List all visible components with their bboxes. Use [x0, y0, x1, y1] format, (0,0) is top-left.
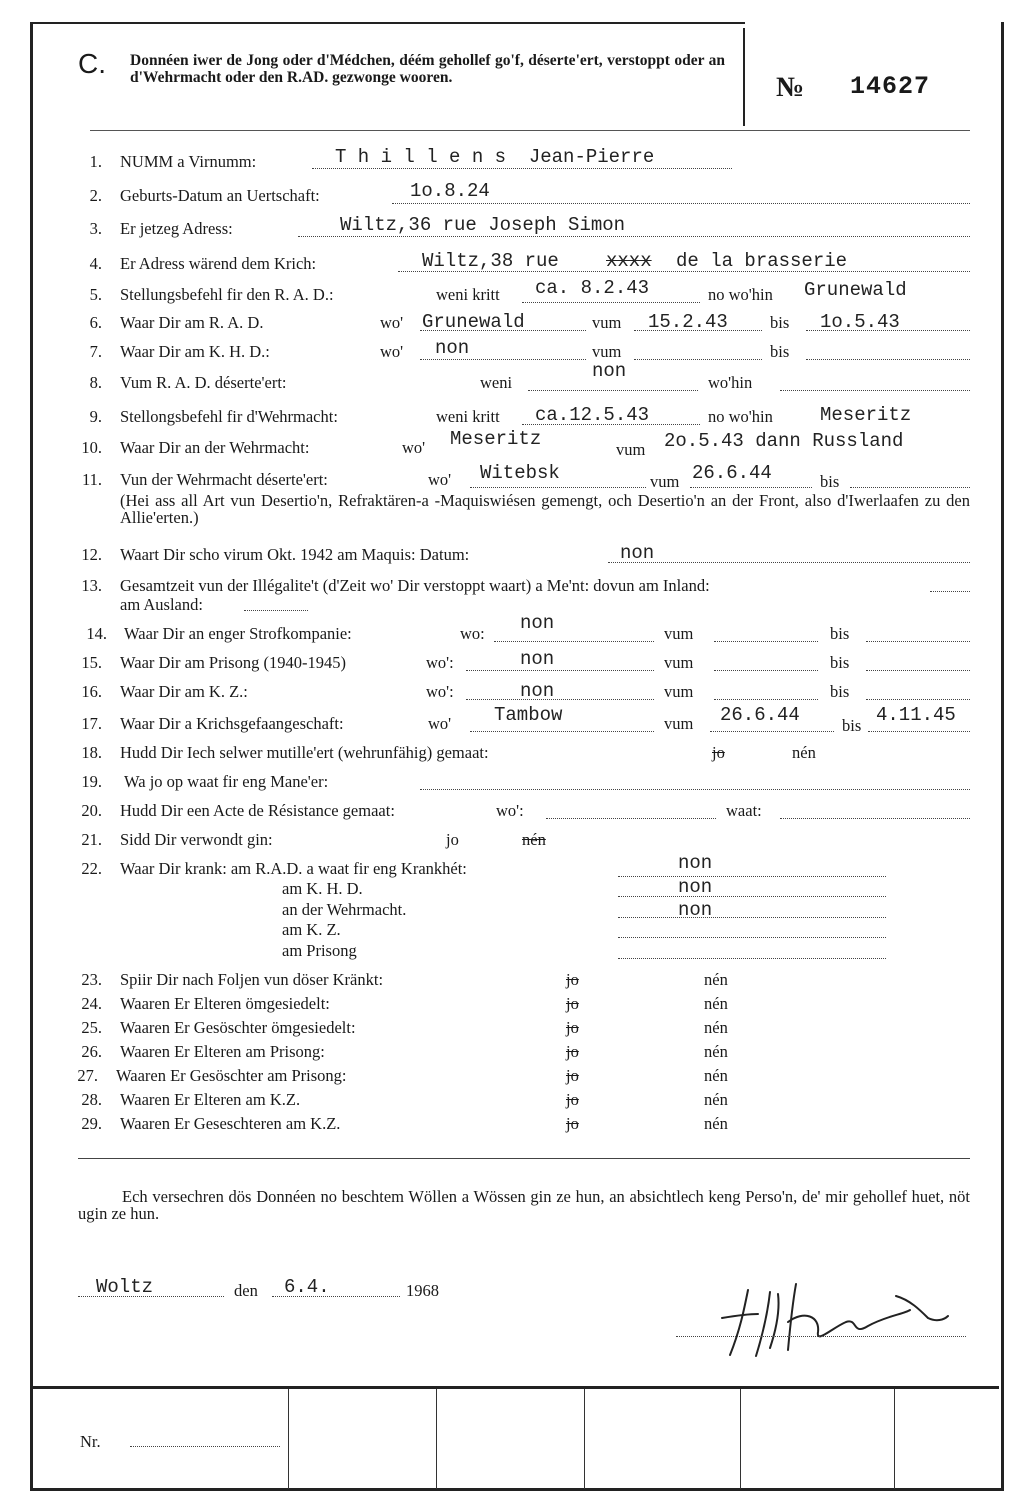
bis-label: bis	[830, 624, 850, 643]
row-label-2: am Ausland:	[120, 595, 203, 614]
strofkompanie-value: non	[520, 612, 555, 634]
fill-line	[866, 641, 970, 642]
nen-option: nén	[522, 830, 546, 849]
fill-line	[392, 203, 970, 204]
fill-line	[244, 610, 308, 611]
nr-label: Nr.	[80, 1432, 101, 1451]
row-label: Waart Dir scho virum Okt. 1942 am Maquis: Datum:	[120, 545, 470, 564]
wo-label: wo'	[380, 313, 404, 332]
row-number: 13.	[81, 576, 102, 595]
vum-label: vum	[664, 624, 694, 643]
fill-line	[714, 641, 818, 642]
fill-line	[470, 487, 646, 488]
fill-line	[780, 390, 970, 391]
vum-label: vum	[664, 682, 694, 701]
fill-line	[618, 896, 886, 897]
jo-option: jo	[566, 970, 579, 989]
weni-label: weni	[480, 373, 513, 392]
row-number: 22.	[81, 859, 102, 878]
nowohin-label: no wo'hin	[708, 407, 773, 426]
illness-khd: non	[678, 876, 713, 898]
jo-option: jo	[566, 1066, 579, 1085]
wohin-label: wo'hin	[708, 373, 753, 392]
row-number: 20.	[81, 801, 102, 820]
fill-line	[494, 641, 654, 642]
illness-sub-label: an der Wehrmacht.	[282, 900, 407, 919]
header-top-rule	[30, 22, 745, 24]
rad-place: Grunewald	[804, 279, 907, 301]
row-label: Hudd Dir een Acte de Résistance gemaat:	[120, 801, 395, 820]
jo-option: jo	[566, 1042, 579, 1061]
rad-place: Grunewald	[422, 311, 525, 333]
illness-wehrmacht: non	[678, 899, 713, 921]
illness-sub-label: am Prisong	[282, 941, 357, 960]
desertion-note: (Hei ass all Art vun Desertio'n, Refraktären-a -Maquiswiésen gemengt, och Desertio'n an der Front, also d'Iwerlaafen zu den Allie'erten.)	[120, 491, 970, 527]
row-label: Waar Dir krank: am R.A.D. a waat fir eng Krankhét:	[120, 859, 467, 878]
table-divider	[894, 1389, 895, 1489]
fill-line	[806, 359, 970, 360]
bis-label: bis	[770, 313, 790, 332]
section-letter: C.	[78, 48, 106, 79]
place-value: Woltz	[96, 1276, 154, 1298]
wo-label: wo':	[426, 682, 454, 701]
row-label: Sidd Dir verwondt gin:	[120, 830, 273, 849]
table-divider	[584, 1389, 585, 1489]
row-label: Stellongsbefehl fir d'Wehrmacht:	[120, 407, 338, 426]
table-divider	[436, 1389, 437, 1489]
row-label: Waar Dir an der Wehrmacht:	[120, 438, 310, 457]
fill-line	[298, 236, 970, 237]
fill-line	[780, 818, 970, 819]
address-value: Wiltz,36 rue Joseph Simon	[340, 214, 626, 236]
fill-line	[528, 390, 698, 391]
nen-option: nén	[704, 1114, 728, 1133]
illness-sub-label: am K. H. D.	[282, 879, 363, 898]
jo-option: jo	[446, 830, 459, 849]
row-label: Er Adress wärend dem Krich:	[120, 254, 317, 273]
fill-line	[522, 302, 700, 303]
row-number: 10.	[81, 438, 102, 457]
row-number: 19.	[81, 772, 102, 791]
struck-text: xxxx	[606, 250, 652, 272]
fill-line	[618, 958, 886, 959]
khd-place: non	[435, 337, 470, 359]
fill-line	[866, 699, 970, 700]
row-label: Waaren Er Geseschteren am K.Z.	[120, 1114, 341, 1133]
fill-line	[420, 789, 970, 790]
jo-option: jo	[566, 994, 579, 1013]
bis-label: bis	[820, 472, 840, 491]
captivity-from: 26.6.44	[720, 704, 800, 726]
number-sign: №	[776, 72, 805, 103]
fill-line	[546, 818, 716, 819]
row-number: 3.	[89, 219, 102, 238]
illness-rad: non	[678, 852, 713, 874]
row-label: Waar Dir am Prisong (1940-1945)	[120, 653, 346, 672]
fill-line	[608, 562, 970, 563]
vum-label: vum	[616, 440, 646, 459]
fill-line	[866, 670, 970, 671]
row-label: Waar Dir am K. H. D.:	[120, 342, 270, 361]
fill-line	[618, 876, 886, 877]
wo-label: wo'	[380, 342, 404, 361]
kz-value: non	[520, 680, 555, 702]
nen-option: nén	[704, 994, 728, 1013]
wo-label: wo':	[496, 801, 524, 820]
row-label: NUMM a Virnumm:	[120, 152, 257, 171]
vum-label: vum	[592, 313, 622, 332]
row-number: 9.	[89, 407, 102, 426]
row-number: 12.	[81, 545, 102, 564]
row-number: 29.	[81, 1114, 102, 1133]
nen-option: nén	[704, 970, 728, 989]
bis-label: bis	[842, 716, 862, 735]
section-separator	[78, 1158, 970, 1159]
row-label: Vun der Wehrmacht déserte'ert:	[120, 470, 328, 489]
row-label: Waar Dir a Krichsgefaangeschaft:	[120, 714, 344, 733]
wo-label: wo'	[428, 714, 452, 733]
wehrmacht-order-place: Meseritz	[820, 404, 912, 426]
fill-line	[130, 1446, 280, 1447]
rad-to: 1o.5.43	[820, 311, 900, 333]
row-number: 14.	[86, 624, 107, 643]
row-number: 23.	[81, 970, 102, 989]
nen-option: nén	[792, 743, 816, 762]
captivity-place: Tambow	[494, 704, 563, 726]
declaration-text: Ech versechren dös Donnéen no beschtem Wöllen a Wössen gin ze hun, an absichtlech keng Perso'n, de' mir gehollef huet, nöt ugin ze hun.	[78, 1187, 970, 1223]
row-label: Waaren Er Elteren ömgesiedelt:	[120, 994, 330, 1013]
row-label: Stellungsbefehl fir den R. A. D.:	[120, 285, 334, 304]
form-number: 14627	[850, 72, 931, 101]
row-number: 2.	[89, 186, 102, 205]
fill-line	[618, 917, 886, 918]
row-number: 11.	[81, 470, 102, 489]
row-number: 18.	[81, 743, 102, 762]
header-divider	[743, 28, 745, 126]
weni-label: weni kritt	[436, 285, 500, 304]
row-label: Hudd Dir Iech selwer mutille'ert (wehrunfähig) gemaat:	[120, 743, 489, 762]
fill-line	[466, 670, 654, 671]
weni-label: weni kritt	[436, 407, 500, 426]
fill-line	[618, 937, 886, 938]
row-label: Waar Dir am R. A. D.	[120, 313, 264, 332]
row-number: 21.	[81, 830, 102, 849]
prisong-value: non	[520, 648, 555, 670]
table-divider	[288, 1389, 289, 1489]
birth-value: 1o.8.24	[410, 180, 490, 202]
row-number: 8.	[89, 373, 102, 392]
jo-option: jo	[566, 1090, 579, 1109]
row-number: 16.	[81, 682, 102, 701]
row-number: 7.	[89, 342, 102, 361]
signature-line	[676, 1336, 966, 1337]
desertion-from: 26.6.44	[692, 462, 772, 484]
rad-desertion-value: non	[592, 360, 627, 382]
fill-line	[850, 487, 970, 488]
row-number: 28.	[81, 1090, 102, 1109]
fill-line	[868, 731, 970, 732]
vum-label: vum	[664, 653, 694, 672]
wo-label: wo':	[426, 653, 454, 672]
wo-label: wo:	[460, 624, 485, 643]
fill-line	[710, 731, 834, 732]
nen-option: nén	[704, 1090, 728, 1109]
fill-line	[312, 168, 732, 169]
fill-line	[930, 591, 970, 592]
bis-label: bis	[830, 682, 850, 701]
rad-date: ca. 8.2.43	[535, 277, 650, 299]
war-address-value: Wiltz,38 rue	[422, 250, 559, 272]
row-number: 17.	[81, 714, 102, 733]
row-number: 5.	[89, 285, 102, 304]
fill-line	[690, 487, 812, 488]
captivity-to: 4.11.45	[876, 704, 956, 726]
vum-label: vum	[650, 472, 680, 491]
row-number: 24.	[81, 994, 102, 1013]
row-label: Gesamtzeit vun der Illégalite't (d'Zeit wo' Dir verstoppt waart) a Me'nt: dovun am Inland:	[120, 576, 710, 595]
row-label: Geburts-Datum an Uertschaft:	[120, 186, 320, 205]
row-label: Waaren Er Gesöschter ömgesiedelt:	[120, 1018, 356, 1037]
row-number: 26.	[81, 1042, 102, 1061]
bis-label: bis	[830, 653, 850, 672]
name-value: T h i l l e n s Jean-Pierre	[335, 146, 655, 168]
nen-option: nén	[704, 1042, 728, 1061]
row-label: Waaren Er Elteren am Prisong:	[120, 1042, 325, 1061]
illness-sub-label: am K. Z.	[282, 920, 341, 939]
row-label: Vum R. A. D. déserte'ert:	[120, 373, 287, 392]
row-number: 4.	[89, 254, 102, 273]
row-number: 25.	[81, 1018, 102, 1037]
wehrmacht-place: Meseritz	[450, 428, 542, 450]
waat-label: waat:	[726, 801, 762, 820]
row-label: Waar Dir an enger Strofkompanie:	[124, 624, 352, 643]
row-number: 27.	[77, 1066, 98, 1085]
den-label: den	[234, 1281, 258, 1300]
nen-option: nén	[704, 1066, 728, 1085]
fill-line	[714, 670, 818, 671]
form-title: Donnéen iwer de Jong oder d'Médchen, déém gehollef go'f, déserte'ert, verstoppt oder an d'Wehrmacht oder den R.AD. gezwonge wooren.	[130, 52, 725, 86]
row-number: 6.	[89, 313, 102, 332]
fill-line	[420, 359, 586, 360]
header-bottom-rule	[90, 130, 970, 131]
jo-option: jo	[712, 743, 725, 762]
nowohin-label: no wo'hin	[708, 285, 773, 304]
nen-option: nén	[704, 1018, 728, 1037]
date-value: 6.4.	[284, 1276, 330, 1298]
fill-line	[466, 699, 654, 700]
jo-option: jo	[566, 1018, 579, 1037]
wo-label: wo'	[428, 470, 452, 489]
wo-label: wo'	[402, 438, 426, 457]
vum-label: vum	[664, 714, 694, 733]
rad-from: 15.2.43	[648, 311, 728, 333]
war-address-value-2: de la brasserie	[676, 250, 848, 272]
row-label: Wa jo op waat fir eng Mane'er:	[124, 772, 329, 791]
bis-label: bis	[770, 342, 790, 361]
fill-line	[634, 359, 762, 360]
table-top-rule	[32, 1386, 999, 1389]
wehrmacht-from: 2o.5.43 dann Russland	[664, 430, 904, 452]
row-number: 1.	[89, 152, 102, 171]
fill-line	[714, 699, 818, 700]
vum-label: vum	[592, 342, 622, 361]
row-label: Er jetzeg Adress:	[120, 219, 233, 238]
row-label: Waaren Er Elteren am K.Z.	[120, 1090, 301, 1109]
wehrmacht-order-date: ca.12.5.43	[535, 404, 650, 426]
desertion-place: Witebsk	[480, 462, 560, 484]
maquis-value: non	[620, 542, 655, 564]
row-label: Waar Dir am K. Z.:	[120, 682, 248, 701]
row-number: 15.	[81, 653, 102, 672]
row-label: Spiir Dir nach Foljen vun döser Kränkt:	[120, 970, 384, 989]
signature-image	[700, 1270, 950, 1365]
jo-option: jo	[566, 1114, 579, 1133]
row-label: Waaren Er Gesöschter am Prisong:	[116, 1066, 347, 1085]
fill-line	[470, 731, 654, 732]
table-divider	[740, 1389, 741, 1489]
year-label: 1968	[406, 1281, 439, 1300]
